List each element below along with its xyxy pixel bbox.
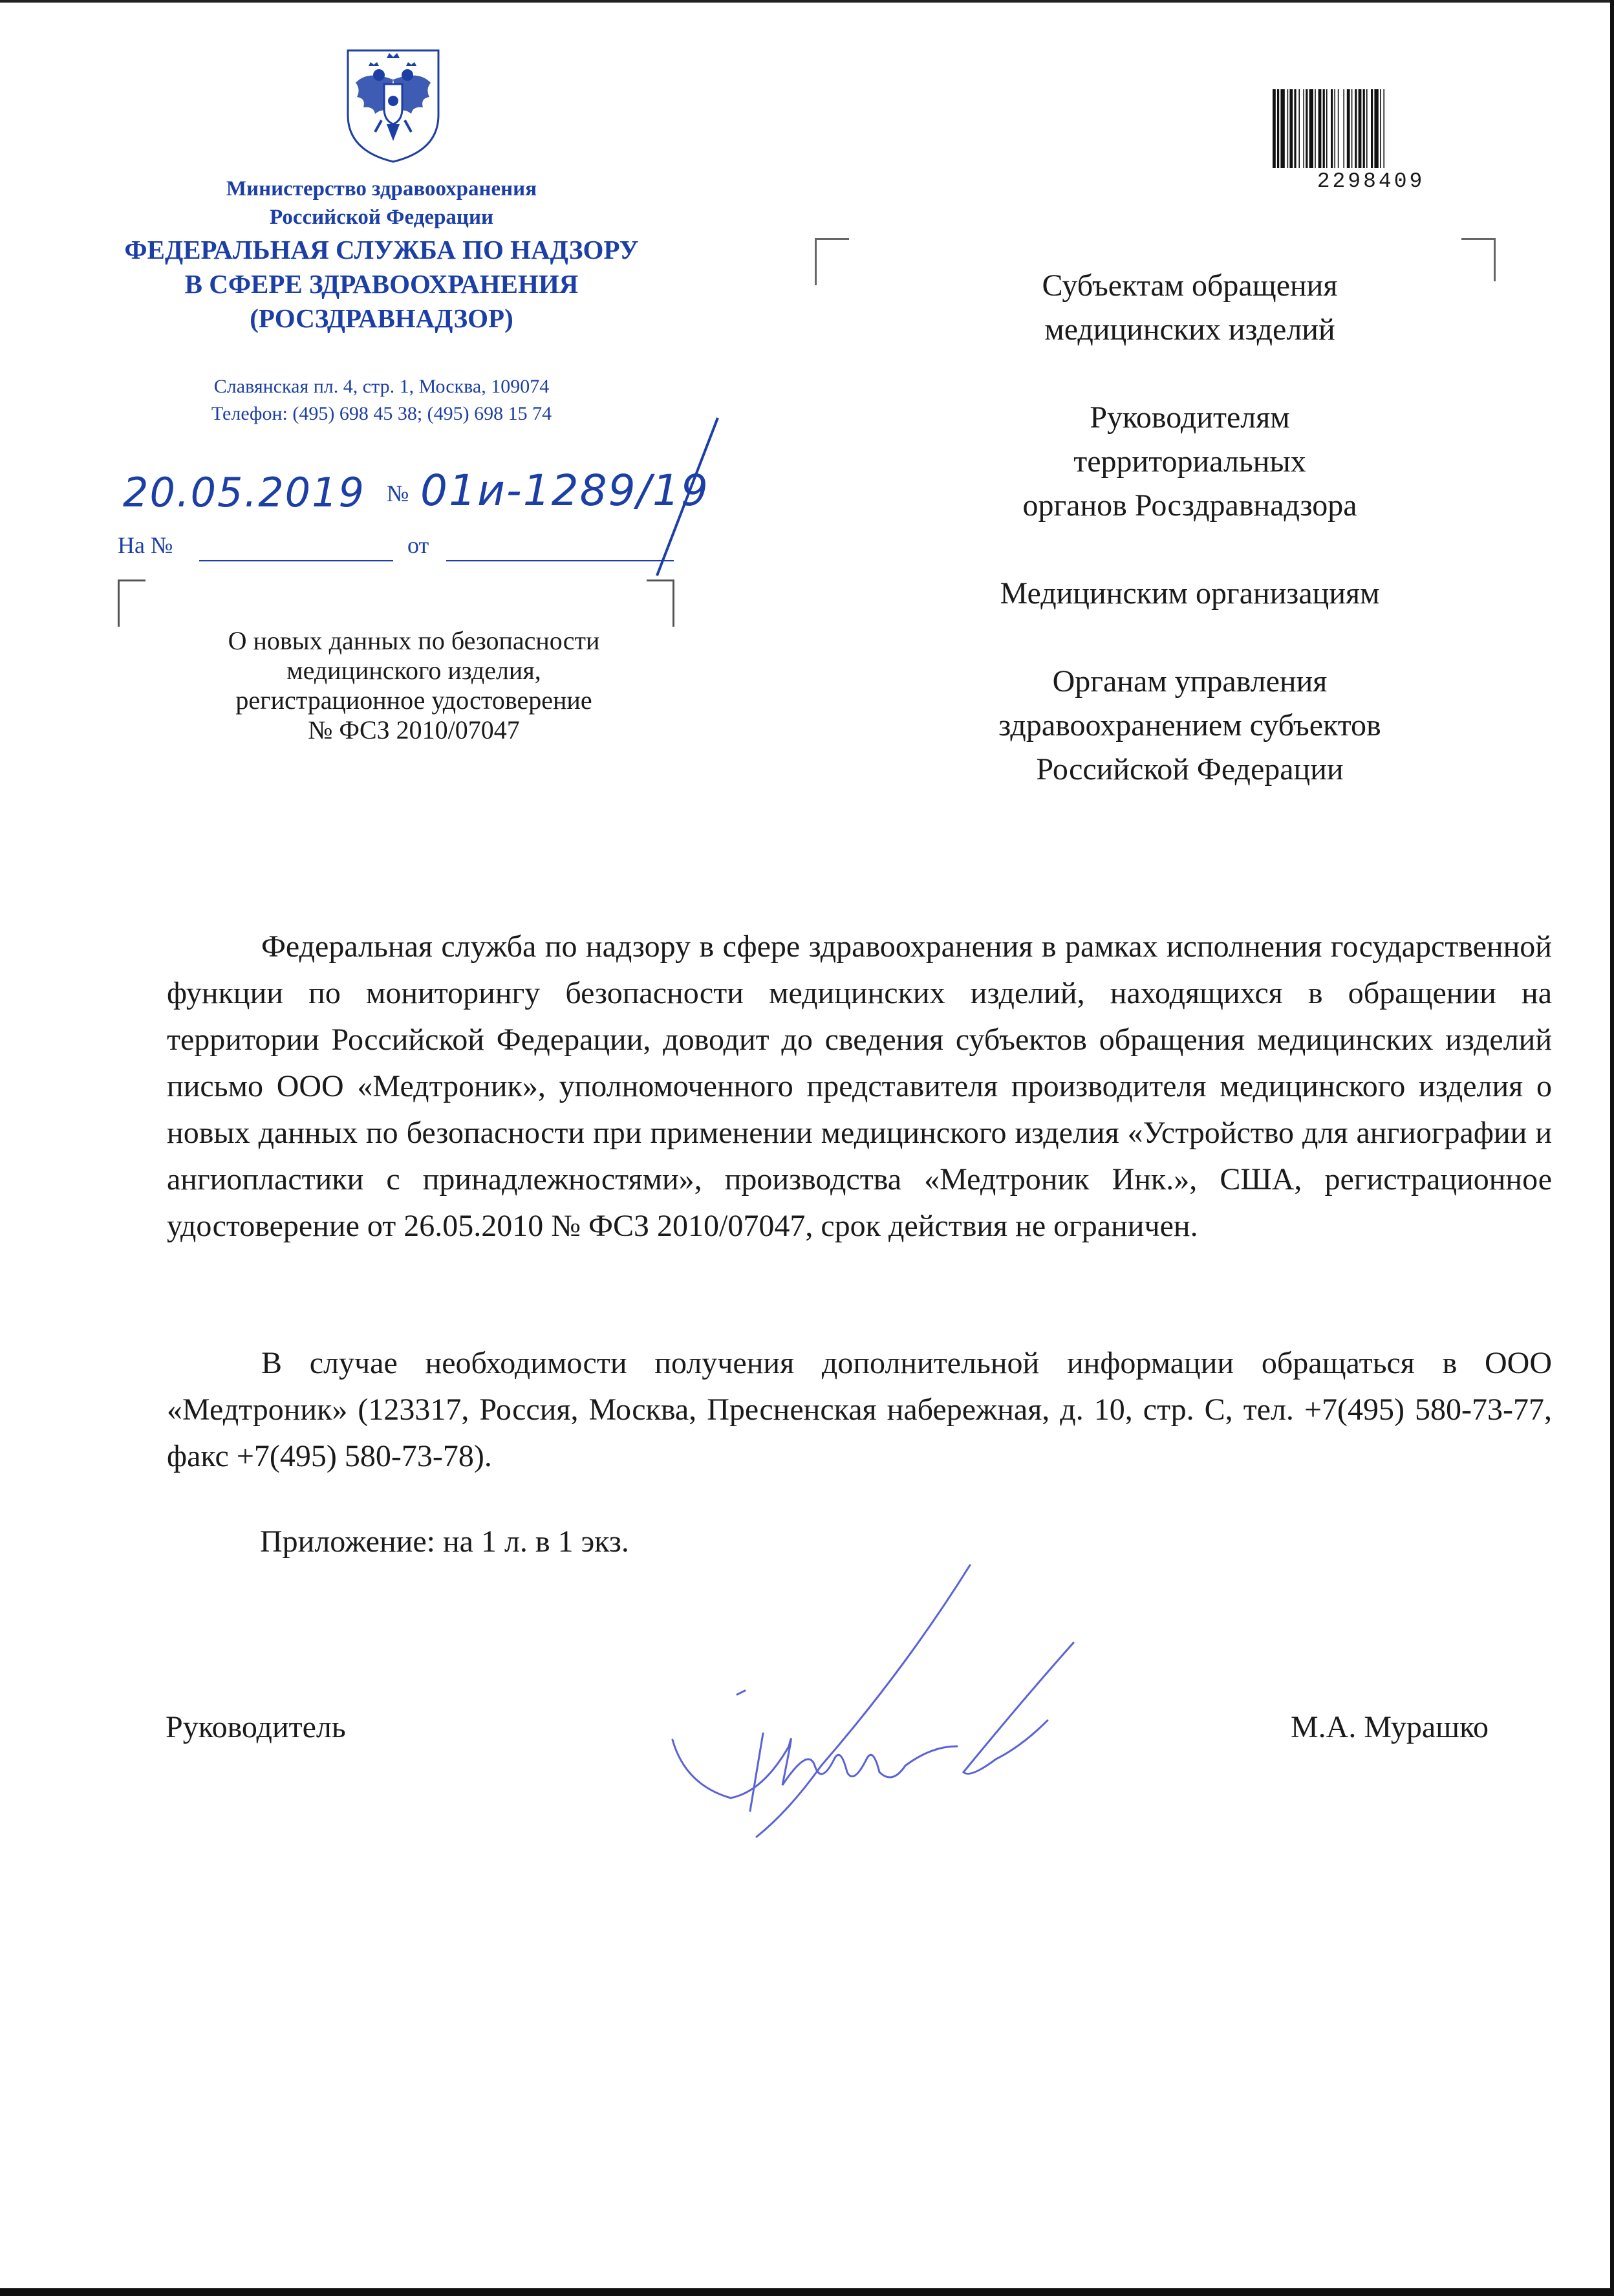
barcode-bar xyxy=(1273,89,1276,168)
postal-address: Славянская пл. 4, стр. 1, Москва, 109074 xyxy=(213,376,550,397)
barcode-bar xyxy=(1359,89,1362,168)
scan-edge-top xyxy=(0,0,1614,3)
subject-line-4: № ФСЗ 2010/07047 xyxy=(308,715,520,744)
subject-line-2: медицинского изделия, xyxy=(286,656,541,685)
barcode-bar xyxy=(1323,89,1325,168)
address-block xyxy=(116,373,647,428)
recipient-2-line-3: органов Росздравнадзора xyxy=(1022,488,1357,523)
barcode-bar xyxy=(1383,89,1384,168)
service-line-3: (РОСЗДРАВНАДЗОР) xyxy=(250,303,513,333)
barcode-bar xyxy=(1351,89,1353,168)
ministry-name xyxy=(116,175,647,232)
barcode-bar xyxy=(1277,89,1279,168)
barcode-number: 2298409 xyxy=(1317,169,1425,193)
barcode-bar xyxy=(1374,89,1378,168)
from-label: от xyxy=(407,532,429,558)
recipient-block-3 xyxy=(905,572,1474,616)
barcode-bar xyxy=(1380,89,1381,168)
barcode-bar xyxy=(1366,89,1368,168)
registration-date: 20.05.2019 xyxy=(123,469,365,516)
recipient-1-line-1: Субъектам обращения xyxy=(1042,268,1338,303)
registration-number: 01и-1289/19 xyxy=(420,466,709,515)
barcode-bar xyxy=(1363,89,1365,168)
service-line-2: В СФЕРЕ ЗДРАВООХРАНЕНИЯ xyxy=(184,269,579,299)
barcode-bar xyxy=(1371,89,1373,168)
subject-bracket-right xyxy=(647,579,674,627)
signer-title: Руководитель xyxy=(166,1710,346,1744)
service-line-1: ФЕДЕРАЛЬНАЯ СЛУЖБА ПО НАДЗОРУ xyxy=(124,235,639,265)
barcode-bar xyxy=(1289,89,1293,168)
subject-line-1: О новых данных по безопасности xyxy=(228,626,600,655)
recipient-2-line-2: территориальных xyxy=(1073,444,1306,479)
barcode-bar xyxy=(1326,89,1328,168)
subject-bracket-left xyxy=(118,579,145,627)
subject-line-3: регистрационное удостоверение xyxy=(235,686,592,715)
letter-subject xyxy=(162,626,666,745)
scan-edge-bottom xyxy=(0,2288,1614,2296)
recipient-2-line-1: Руководителям xyxy=(1090,400,1290,435)
barcode-bar xyxy=(1280,89,1284,168)
barcode-bar xyxy=(1309,89,1313,168)
barcode-bar xyxy=(1331,89,1333,168)
recipient-3-line-1: Медицинским организациям xyxy=(1000,576,1380,611)
recipient-block-4 xyxy=(905,660,1474,792)
barcode-bar xyxy=(1355,89,1357,168)
ministry-line-2: Российской Федерации xyxy=(270,206,493,229)
barcode-bar xyxy=(1303,89,1304,168)
recipient-4-line-2: здравоохранением субъектов xyxy=(998,708,1381,742)
recipients-bracket-left xyxy=(815,238,849,285)
russian-coat-of-arms-icon xyxy=(341,44,445,164)
scan-edge-right xyxy=(1610,0,1614,2296)
body-paragraph-2: В случае необходимости получения дополнительной информации обращаться в ООО «Медтроник» (123317, Россия, Москва, Пресненская набережная, д. 10, стр. С, тел. +7(495) 580-73-77, факс +7(495) 580-73-78). xyxy=(167,1346,1552,1473)
recipient-4-line-3: Российской Федерации xyxy=(1036,752,1344,786)
barcode-bar xyxy=(1338,89,1339,168)
barcode-bar xyxy=(1294,89,1296,168)
signer-name: М.А. Мурашко xyxy=(1291,1710,1489,1744)
attachment-note: Приложение: на 1 л. в 1 экз. xyxy=(260,1524,629,1559)
phone-numbers: Телефон: (495) 698 45 38; (495) 698 15 74 xyxy=(211,403,552,424)
recipient-1-line-2: медицинских изделий xyxy=(1044,312,1335,347)
barcode xyxy=(1270,89,1464,171)
recipient-block-2 xyxy=(905,396,1474,528)
barcode-bar xyxy=(1306,89,1307,168)
recipient-4-line-1: Органам управления xyxy=(1052,664,1328,699)
from-date-line xyxy=(446,560,674,561)
reply-to-label: На № xyxy=(118,532,173,558)
barcode-bar xyxy=(1347,89,1350,168)
number-sign: № xyxy=(387,481,409,506)
body-paragraph-1: Федеральная служба по надзору в сфере здравоохранения в рамках исполнения государственной функции по мониторингу безопасности медицинских изделий, находящихся в обращении на территории Российской Федерации, доводит до сведения субъектов обращения медицинских изделий письмо ООО «Медтроник», уполномоченного представителя производителя медицинского изделия о новых данных по безопасности при применении медицинского изделия «Устройство для ангиографии и ангиопластики с принадлежностями», производства «Медтроник Инк.», США, регистрационное удостоверение от 26.05.2010 № ФСЗ 2010/07047, срок действия не ограничен. xyxy=(167,929,1552,1243)
barcode-bar xyxy=(1287,89,1289,168)
ministry-line-1: Министерство здравоохранения xyxy=(226,177,537,200)
barcode-bar xyxy=(1343,89,1344,168)
handwritten-signature xyxy=(660,1552,1112,1876)
barcode-bar xyxy=(1334,89,1335,168)
recipient-block-1 xyxy=(905,264,1474,352)
service-name xyxy=(97,233,666,336)
barcode-bar xyxy=(1318,89,1322,168)
barcode-bar xyxy=(1298,89,1300,168)
barcode-bar xyxy=(1315,89,1316,168)
reply-to-number-line xyxy=(199,560,393,561)
